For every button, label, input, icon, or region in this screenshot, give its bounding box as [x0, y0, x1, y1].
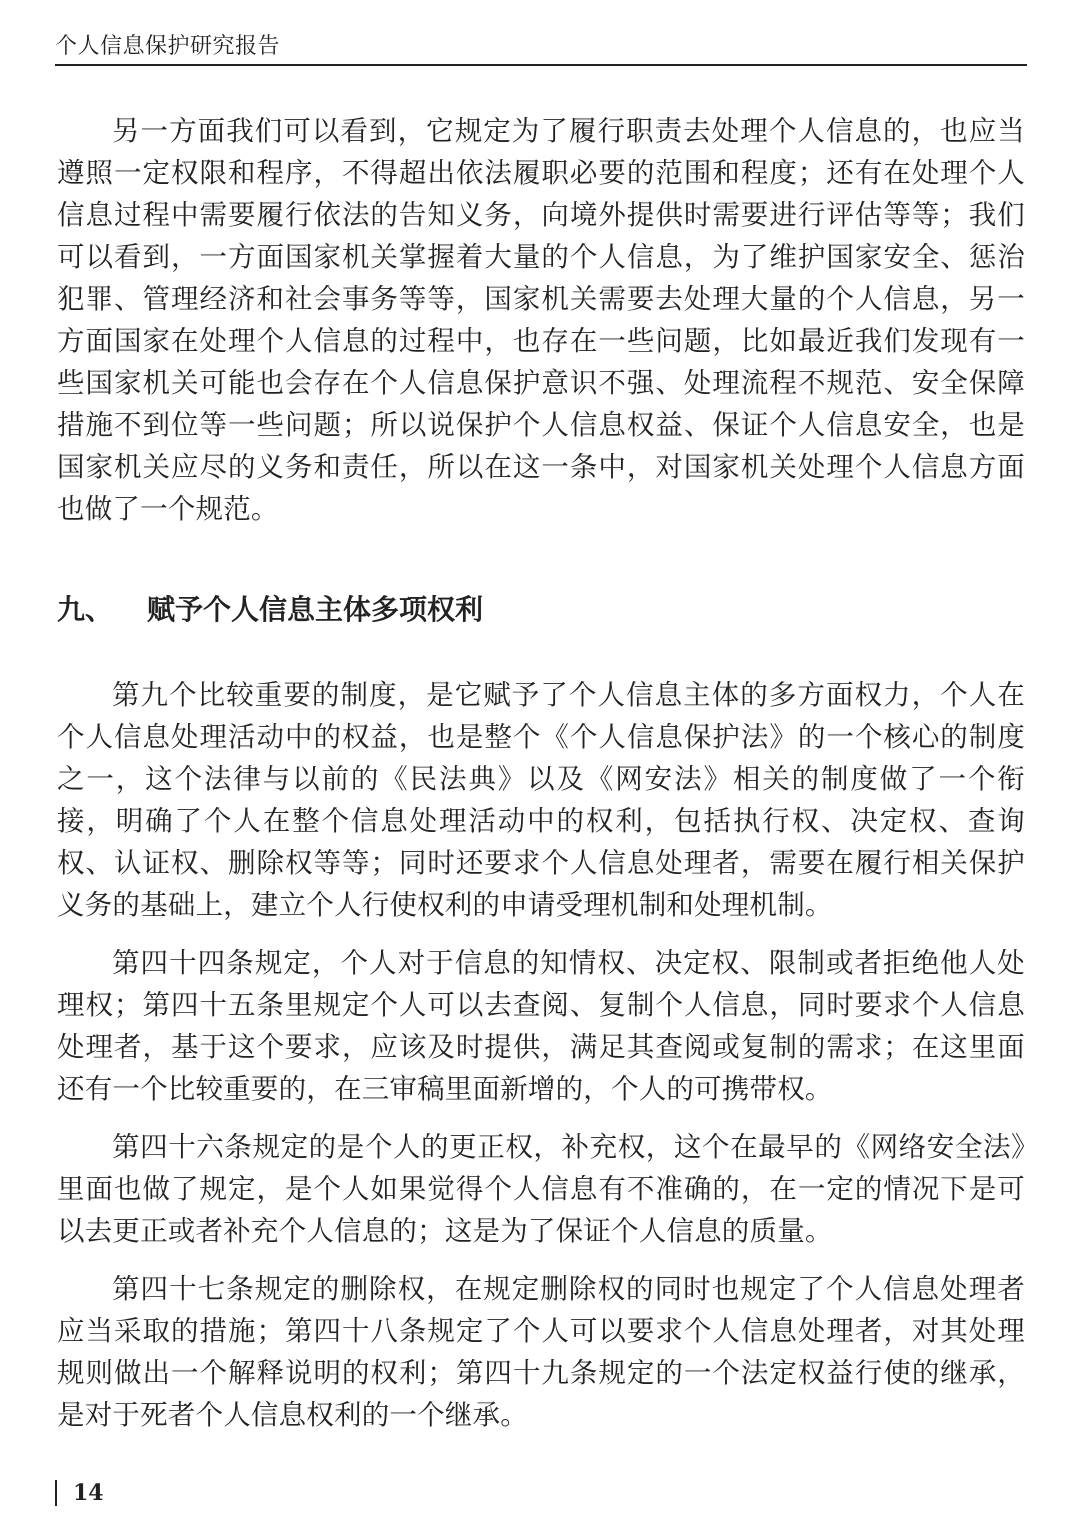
page-content: [57, 110, 1025, 1436]
body-paragraph: 第四十四条规定，个人对于信息的知情权、决定权、限制或者拒绝他人处理权；第四十五条里规定个人可以去查阅、复制个人信息，同时要求个人信息处理者，基于这个要求，应该及时提供，满足其查阅或复制的需求；在这里面还有一个比较重要的，在三审稿里面新增的，个人的可携带权。: [57, 947, 1025, 1105]
section-title: 赋予个人信息主体多项权利: [147, 593, 484, 626]
running-header: 个人信息保护研究报告: [55, 34, 281, 59]
section-heading: [57, 590, 1025, 630]
page-footer: [55, 1478, 104, 1508]
body-paragraph: 另一方面我们可以看到，它规定为了履行职责去处理个人信息的，也应当遵照一定权限和程序，不得超出依法履职必要的范围和程度；还有在处理个人信息过程中需要履行依法的告知义务，向境外提供时需要进行评估等等；我们可以看到，一方面国家机关掌握着大量的个人信息，为了维护国家安全、惩治犯罪、管理经济和社会事务等等，国家机关需要去处理大量的个人信息，另一方面国家在处理个人信息的过程中，也存在一些问题，比如最近我们发现有一些国家机关可能也会存在个人信息保护意识不强、处理流程不规范、安全保障措施不到位等一些问题；所以说保护个人信息权益、保证个人信息安全，也是国家机关应尽的义务和责任，所以在这一条中，对国家机关处理个人信息方面也做了一个规范。: [57, 115, 1025, 525]
section-number: 九、: [57, 593, 114, 626]
header-rule: [55, 64, 1027, 66]
page-number: 14: [73, 1480, 104, 1506]
body-paragraph: 第九个比较重要的制度，是它赋予了个人信息主体的多方面权力，个人在个人信息处理活动中的权益，也是整个《个人信息保护法》的一个核心的制度之一，这个法律与以前的《民法典》以及《网安法》相关的制度做了一个衔接，明确了个人在整个信息处理活动中的权利，包括执行权、决定权、查询权、认证权、删除权等等；同时还要求个人信息处理者，需要在履行相关保护义务的基础上，建立个人行使权利的申请受理机制和处理机制。: [57, 679, 1025, 921]
footer-bar: [55, 1480, 57, 1506]
body-paragraph: 第四十六条规定的是个人的更正权，补充权，这个在最早的《网络安全法》里面也做了规定，是个人如果觉得个人信息有不准确的，在一定的情况下是可以去更正或者补充个人信息的；这是为了保证个人信息的质量。: [57, 1131, 1025, 1247]
body-paragraph: 第四十七条规定的删除权，在规定删除权的同时也规定了个人信息处理者应当采取的措施；第四十八条规定了个人可以要求个人信息处理者，对其处理规则做出一个解释说明的权利；第四十九条规定的一个法定权益行使的继承，是对于死者个人信息权利的一个继承。: [57, 1273, 1025, 1431]
